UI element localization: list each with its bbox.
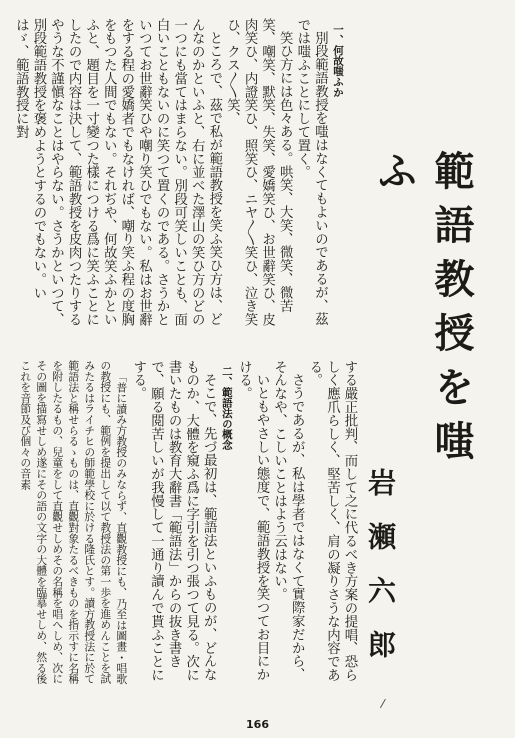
paragraph: する嚴正批判、而して之に代るべき方案の提唱、恐らしく應爪らしく、堅苦しく、肩の凝りさうな内容である。 xyxy=(306,360,357,682)
paragraph: 笑ひ方には色々ある。哄笑、大笑、微笑、微苦笑、嘲笑、默笑、失笑、愛嬌笑ひ、お世辭笑ひ、皮肉笑ひ、内證笑ひ、照笑ひ、ニヤ〳〵笑ひ、泣き笑ひ、クス〳〵笑、 xyxy=(224,18,293,327)
article-title: 範語教授を嗤ふ xyxy=(371,150,475,474)
section-heading-2: 二、範語法の概念 xyxy=(220,366,233,450)
paragraph: さうであるが、私は學者ではなくて實際家だから、そんなや、こしいことはよう云はない。 xyxy=(271,360,305,682)
author-name: 岩瀬六郎 xyxy=(364,468,397,684)
paragraph: 別段範語教授を嗤はなくてもよいのであるが、茲では嗤ふことにして置く。 xyxy=(294,18,328,327)
page-number: 166 xyxy=(246,718,269,731)
upper-column-block xyxy=(13,18,346,332)
paragraph: ところで、茲で私が範語教授を笑ふ笑ひ方は、どんなのかといふと、右に並べた澤山の笑ひ方のどの一つにも當てはまらない。別段可笑しいことも、面白いこともないのに笑つて置くのである。さうかといつてお世辭笑ひや嘲り笑ひでもない。私はお世辭をする程の愛嬌者でもなければ、嘲り笑ふ程の度胸をもつた人間でもない。それぢや、何故笑ふかといふと、題目を一寸變つた樣につける爲に笑ふことにしたので内容は決して、範語教授を皮肉つたりするやうな不謹愼なことはやらない。さうかといつて、別段範語教授を褒めようとするのでもない。いはゞ、範語教授に對 xyxy=(13,18,222,327)
quoted-passage: 「普に讀み方教授のみならず、直觀教授にも、乃至は圖畫・唱歌の教授にも、範例を提出して以て教授法の第一歩を進めんことを試みたるはライチヒの師範學校に於ける隆氏とす。讀方教授法に於て範語法と稱せらるゝものは、直觀對象たるべきものを指示すに名稱を附したるもの、兒童をして直觀せしめその名稱を唱へしめ、次にその圖を描寫せしめ遂にその語の文字の大體を臨摹せしめ、然る後これを音節及び個々の音素 xyxy=(19,360,129,684)
lower-column-block xyxy=(19,360,358,692)
paragraph: そこで、先づ最初は、範語法といふものが、どんなものか、大體を窺ふ爲に字引を引つ張つて見る。次に書いたものは教育大辭書「範語法」からの抜き書きで、願る閲苦しいが我慢して一通り讀んで貰ふことにする。 xyxy=(130,360,217,682)
section-heading-1: 一、何故嗤ふか xyxy=(332,24,344,98)
paragraph: いともやさしい態度で、範語教授を笑つてお目にかける。 xyxy=(236,360,270,682)
